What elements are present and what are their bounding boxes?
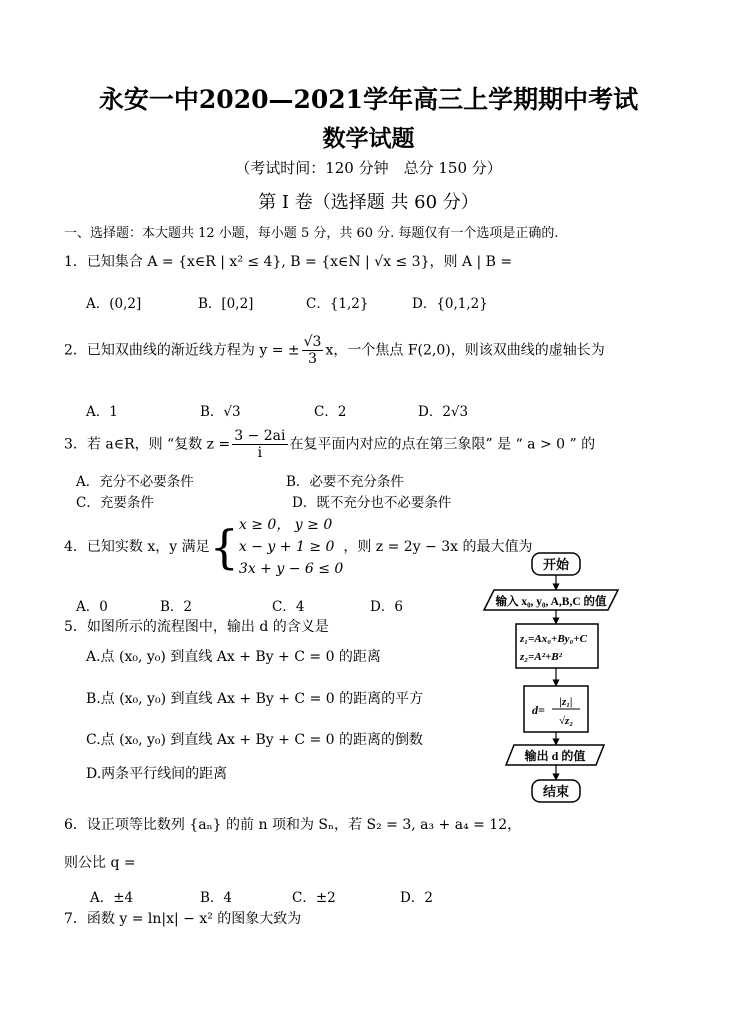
question-4-text xyxy=(64,514,533,580)
q4-brace: { xyxy=(209,520,239,574)
q3-frac-den: i xyxy=(257,445,263,461)
q3-option-d: D．既不充分也不必要条件 xyxy=(292,495,452,511)
question-5-text: 5．如图所示的流程图中，输出 d 的含义是 xyxy=(64,619,329,635)
flow-process-2-num: |z₁| xyxy=(559,696,573,708)
flow-input-label: 输入 x₀, y₀, A,B,C 的值 xyxy=(495,596,607,608)
q2-option-b: B．√3 xyxy=(200,404,241,420)
q1-option-c: C．{1,2} xyxy=(306,296,369,312)
q5-option-a: A.点 (x₀, y₀) 到直线 Ax + By + C = 0 的距离 xyxy=(86,649,381,665)
section-instruction: 一、选择题：本大题共 12 小题，每小题 5 分，共 60 分. 每题仅有一个选项是正确的. xyxy=(64,226,559,241)
question-2-text xyxy=(64,334,605,367)
q6-option-a: A．±4 xyxy=(90,890,134,906)
q4-system xyxy=(239,514,343,580)
q4-option-d: D．6 xyxy=(370,599,403,615)
part-title: 第 I 卷（选择题 共 60 分） xyxy=(258,192,479,213)
q2-text-before: 2．已知双曲线的渐近线方程为 y = ± xyxy=(64,342,300,359)
q6-option-c: C．±2 xyxy=(292,890,336,906)
q4-text-after: ，则 z = 2y − 3x 的最大值为 xyxy=(343,539,533,555)
q2-option-c: C．2 xyxy=(314,404,347,420)
flowchart-diagram xyxy=(480,548,620,808)
q3-fraction xyxy=(232,428,287,461)
q3-option-b: B．必要不充分条件 xyxy=(286,474,404,490)
q3-text-before: 3．若 a∈R，则 “复数 z = xyxy=(64,436,231,453)
flow-process-1-line-2: z₂=A²+B² xyxy=(520,651,562,663)
q2-text-after: x，一个焦点 F(2,0)，则该双曲线的虚轴长为 xyxy=(325,342,605,359)
q4-option-a: A．0 xyxy=(76,599,108,615)
q4-option-c: C．4 xyxy=(272,599,305,615)
q2-fraction xyxy=(302,334,324,367)
q5-option-b: B.点 (x₀, y₀) 到直线 Ax + By + C = 0 的距离的平方 xyxy=(86,691,424,707)
q1-option-a: A．(0,2] xyxy=(86,296,142,312)
q3-option-c: C．充要条件 xyxy=(76,495,154,511)
flow-end-label: 结束 xyxy=(542,784,570,799)
flow-process-2-den: √z₂ xyxy=(558,715,574,727)
q6-option-b: B．4 xyxy=(200,890,233,906)
flow-process-1-line-1: z₁=Ax₀+By₀+C xyxy=(520,633,587,645)
question-1-text: 1．已知集合 A = {x∈R | x² ≤ 4}, B = {x∈N | √x ≤ 3}，则 A | B = xyxy=(64,254,513,270)
question-6-text: 6．设正项等比数列 {aₙ} 的前 n 项和为 Sₙ，若 S₂ = 3, a₃ + a₄ = 12， xyxy=(64,817,522,833)
q4-constraint-3: 3x + y − 6 ≤ 0 xyxy=(238,561,344,577)
q1-option-b: B．[0,2] xyxy=(198,296,254,312)
flow-output-label: 输出 d 的值 xyxy=(524,749,586,763)
q3-text-after: 在复平面内对应的点在第三象限” 是 “ a > 0 ” 的 xyxy=(289,436,596,453)
q4-constraint-1: x ≥ 0， y ≥ 0 xyxy=(238,517,333,533)
flow-process-2-lhs: d= xyxy=(532,703,545,717)
question-6-text-2: 则公比 q = xyxy=(64,855,136,871)
exam-subtitle: 数学试题 xyxy=(322,125,415,152)
q2-option-d: D．2√3 xyxy=(418,404,469,420)
question-3-text xyxy=(64,428,595,461)
q4-constraint-2: x − y + 1 ≥ 0 xyxy=(238,539,335,555)
flow-start-label: 开始 xyxy=(542,557,570,572)
q2-frac-num: √3 xyxy=(303,334,322,350)
q5-option-c: C.点 (x₀, y₀) 到直线 Ax + By + C = 0 的距离的倒数 xyxy=(86,732,424,748)
q6-option-d: D．2 xyxy=(400,890,433,906)
question-7-text: 7．函数 y = ln|x| − x² 的图象大致为 xyxy=(64,911,302,927)
q2-option-a: A．1 xyxy=(86,404,118,420)
q5-option-d: D.两条平行线间的距离 xyxy=(86,766,228,782)
q3-frac-num: 3 − 2ai xyxy=(234,428,286,444)
q4-option-b: B．2 xyxy=(160,599,193,615)
q4-text-before: 4．已知实数 x，y 满足 xyxy=(64,539,210,555)
q2-frac-den: 3 xyxy=(308,351,318,367)
exam-title: 永安一中2020—2021学年高三上学期期中考试 xyxy=(98,85,639,114)
q1-option-d: D．{0,1,2} xyxy=(412,296,488,312)
exam-info: （考试时间：120 分钟 总分 150 分） xyxy=(235,159,502,177)
q3-option-a: A．充分不必要条件 xyxy=(76,474,194,490)
